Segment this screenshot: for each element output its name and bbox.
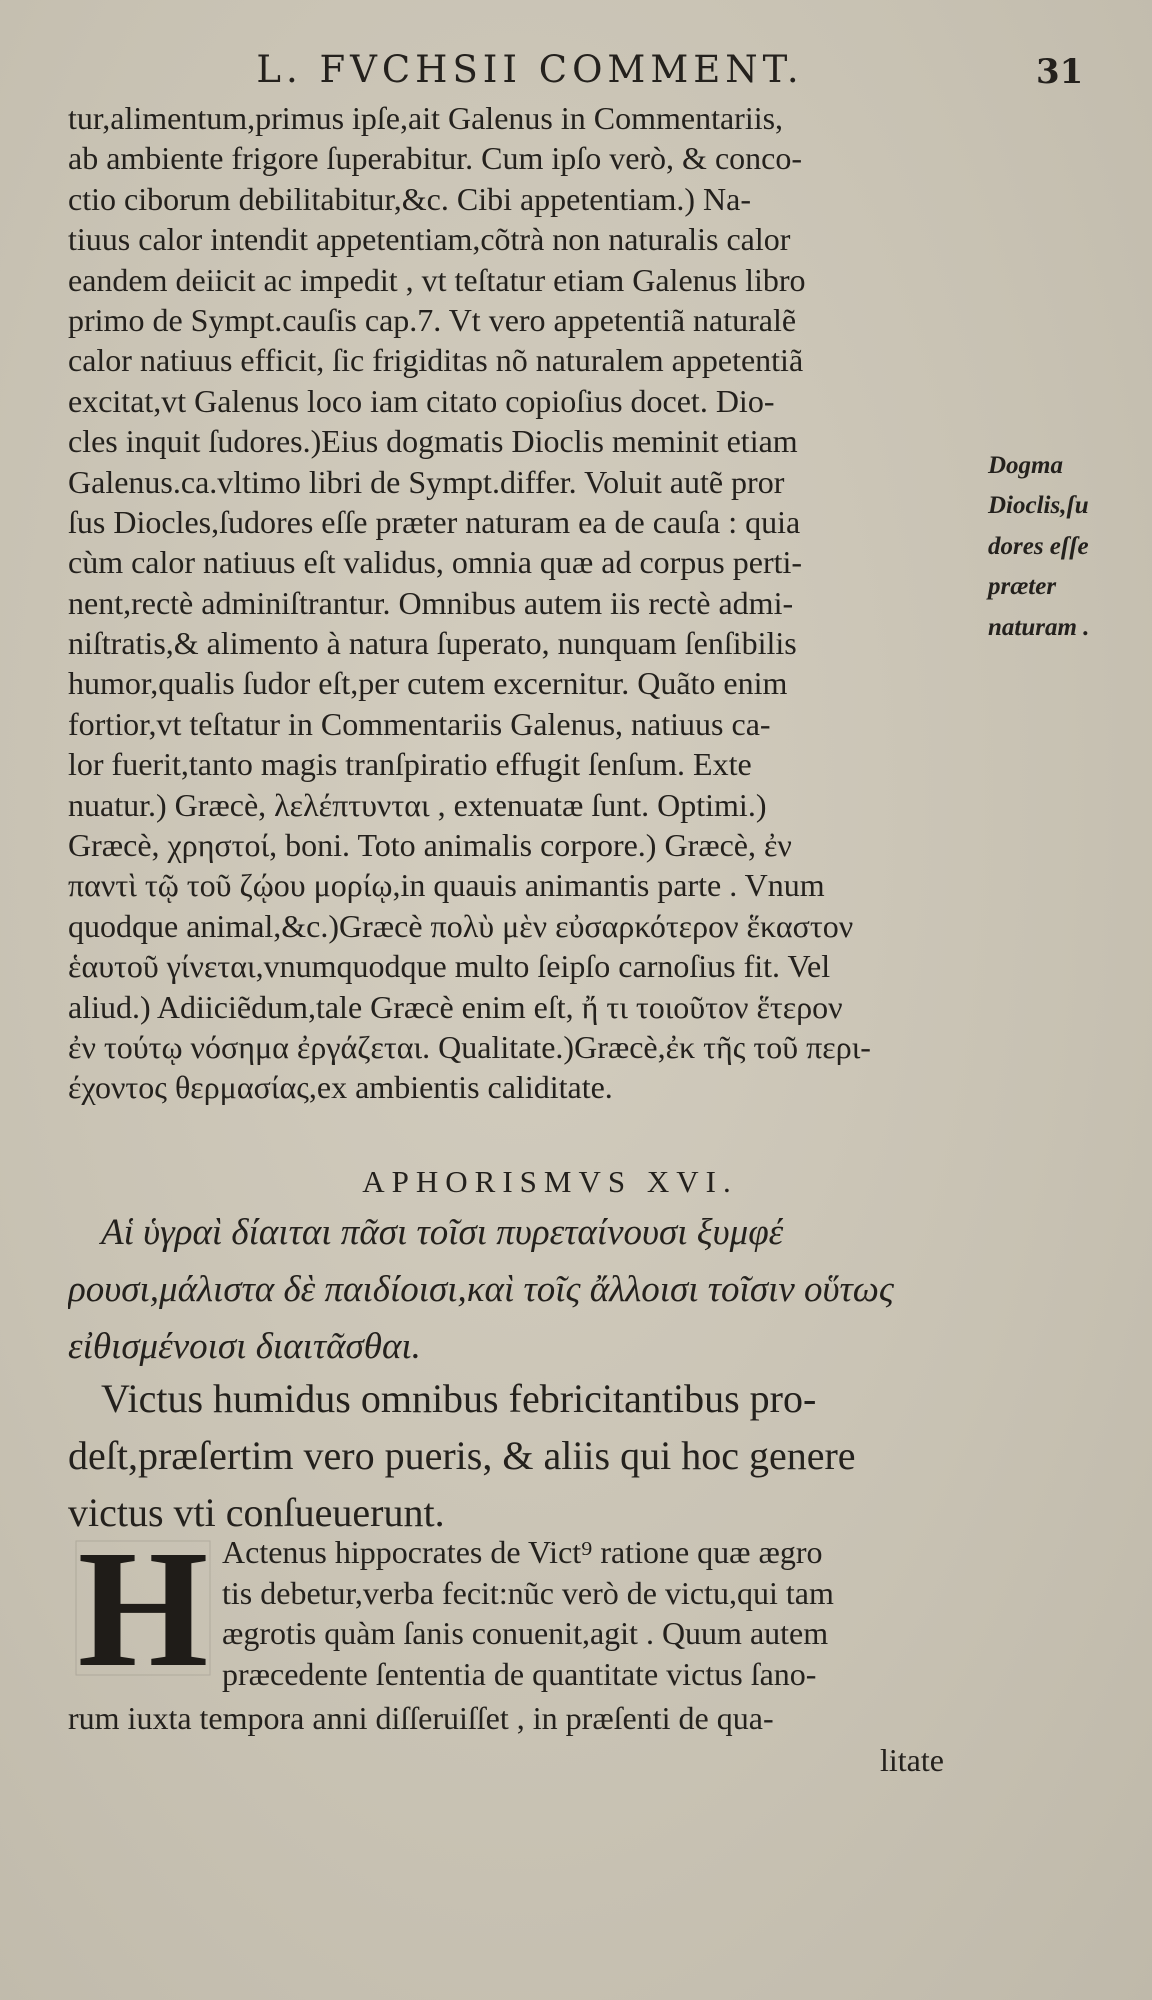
text-line: έχοντος θερμασίας,ex ambientis caliditate. xyxy=(68,1069,613,1106)
marginal-line: Dogma xyxy=(988,452,1063,479)
aphorism-title: APHORISMVS XVI. xyxy=(362,1164,738,1199)
text-line: ab ambiente frigore ſuperabitur. Cum ipſo verò, & conco- xyxy=(68,140,802,177)
greek-line: Αἱ ὑγραὶ δίαιται πᾶσι τοῖσι πυρεταίνουσι ξυμφέ xyxy=(101,1212,784,1253)
commentary-bottom-full xyxy=(68,1698,983,1739)
text-line: eandem deiicit ac impedit , vt teſtatur etiam Galenus libro xyxy=(68,261,806,298)
text-line: cles inquit ſudores.)Eius dogmatis Dioclis meminit etiam xyxy=(68,423,798,460)
text-line: nuatur.) Græcè, λελέπτυνται , extenuatæ ſunt. Optimi.) xyxy=(68,786,767,823)
page-number: 31 xyxy=(1036,52,1084,92)
text-line: Galenus.ca.vltimo libri de Sympt.differ. Voluit autẽ pror xyxy=(68,463,785,500)
text-line: rum iuxta tempora anni diſſeruiſſet , in præſenti de qua- xyxy=(68,1700,774,1736)
text-line: Græcè, χρηστοί, boni. Toto animalis corpore.) Græcè, ἐν xyxy=(68,827,792,864)
marginal-line: dores eſſe xyxy=(988,532,1089,560)
text-line: præcedente ſententia de quantitate victus ſano- xyxy=(222,1655,817,1692)
latin-line: Victus humidus omnibus febricitantibus pro- xyxy=(101,1376,817,1421)
latin-line: deſt,præſertim vero pueris, & aliis qui hoc genere xyxy=(68,1433,856,1478)
marginal-note xyxy=(988,446,1148,648)
running-title: L. FVCHSII COMMENT. xyxy=(256,48,804,91)
text-line: ægrotis quàm ſanis conuenit,agit . Quum autem xyxy=(222,1615,829,1652)
text-line: cùm calor natiuus eſt validus, omnia quæ ad corpus perti- xyxy=(68,544,803,581)
text-line: lor fuerit,tanto magis tranſpiratio effugit ſenſum. Exte xyxy=(68,746,752,783)
text-line: niſtratis,& alimento à natura ſuperato, nunquam ſenſibilis xyxy=(68,625,797,662)
aphorism-latin xyxy=(68,1370,983,1541)
text-line: quodque animal,&c.)Græcè πολὺ μὲν εὐσαρκότερον ἕκαστον xyxy=(68,907,854,944)
catchword: litate xyxy=(880,1742,944,1778)
text-line: primo de Sympt.cauſis cap.7. Vt vero appetentiã naturalẽ xyxy=(68,301,797,338)
text-line: παντὶ τῷ τοῦ ζῴου μορίῳ,in quauis animantis parte . Vnum xyxy=(68,867,825,904)
text-line: nent,rectè adminiſtrantur. Omnibus autem iis rectè admi- xyxy=(68,584,794,621)
text-line: tur,alimentum,primus ipſe,ait Galenus in Commentariis, xyxy=(68,100,784,136)
text-line: tiuus calor intendit appetentiam,cõtrà non naturalis calor xyxy=(68,221,791,258)
text-line: fortior,vt teſtatur in Commentariis Galenus, natiuus ca- xyxy=(68,705,771,742)
marginal-line: præter xyxy=(988,573,1057,601)
drop-cap-letter: H xyxy=(77,1537,209,1679)
drop-cap xyxy=(68,1537,218,1679)
text-line: Actenus hippocrates de Vict⁹ ratione quæ ægro xyxy=(222,1534,823,1570)
marginal-line: naturam . xyxy=(988,613,1090,641)
marginal-line: Dioclis,ſu xyxy=(988,492,1089,520)
text-line: calor natiuus efficit, ſic frigiditas nõ naturalem appetentiã xyxy=(68,342,804,379)
text-line: ctio ciborum debilitabitur,&c. Cibi appetentiam.) Na- xyxy=(68,180,751,217)
text-line: ἑαυτοῦ γίνεται,vnumquodque multo ſeipſo carnoſius fit. Vel xyxy=(68,948,831,985)
text-line: excitat,vt Galenus loco iam citato copioſius docet. Dio- xyxy=(68,382,775,419)
commentary-top xyxy=(68,98,983,1108)
text-line: ἐν τούτῳ νόσημα ἐργάζεται. Qualitate.)Græcè,ἐκ τῆς τοῦ περι- xyxy=(68,1028,871,1065)
latin-line: victus vti conſueuerunt. xyxy=(68,1490,445,1535)
text-line: aliud.) Adiiciẽdum,tale Græcè enim eſt, ἤ τι τοιοῦτον ἕτερον xyxy=(68,988,843,1025)
aphorism-greek xyxy=(68,1204,983,1375)
commentary-bottom xyxy=(222,1532,982,1694)
greek-line: ρουσι,μάλιστα δὲ παιδίοισι,καὶ τοῖς ἄλλοισι τοῖσιν οὕτως xyxy=(68,1269,894,1310)
greek-line: εἰθισμένοισι διαιτᾶσθαι. xyxy=(68,1326,421,1367)
text-line: ſus Diocles,ſudores eſſe præter naturam ea de cauſa : quia xyxy=(68,503,801,540)
text-line: humor,qualis ſudor eſt,per cutem excernitur. Quãto enim xyxy=(68,665,788,702)
text-line: tis debetur,verba fecit:nũc verò de victu,qui tam xyxy=(222,1574,834,1611)
